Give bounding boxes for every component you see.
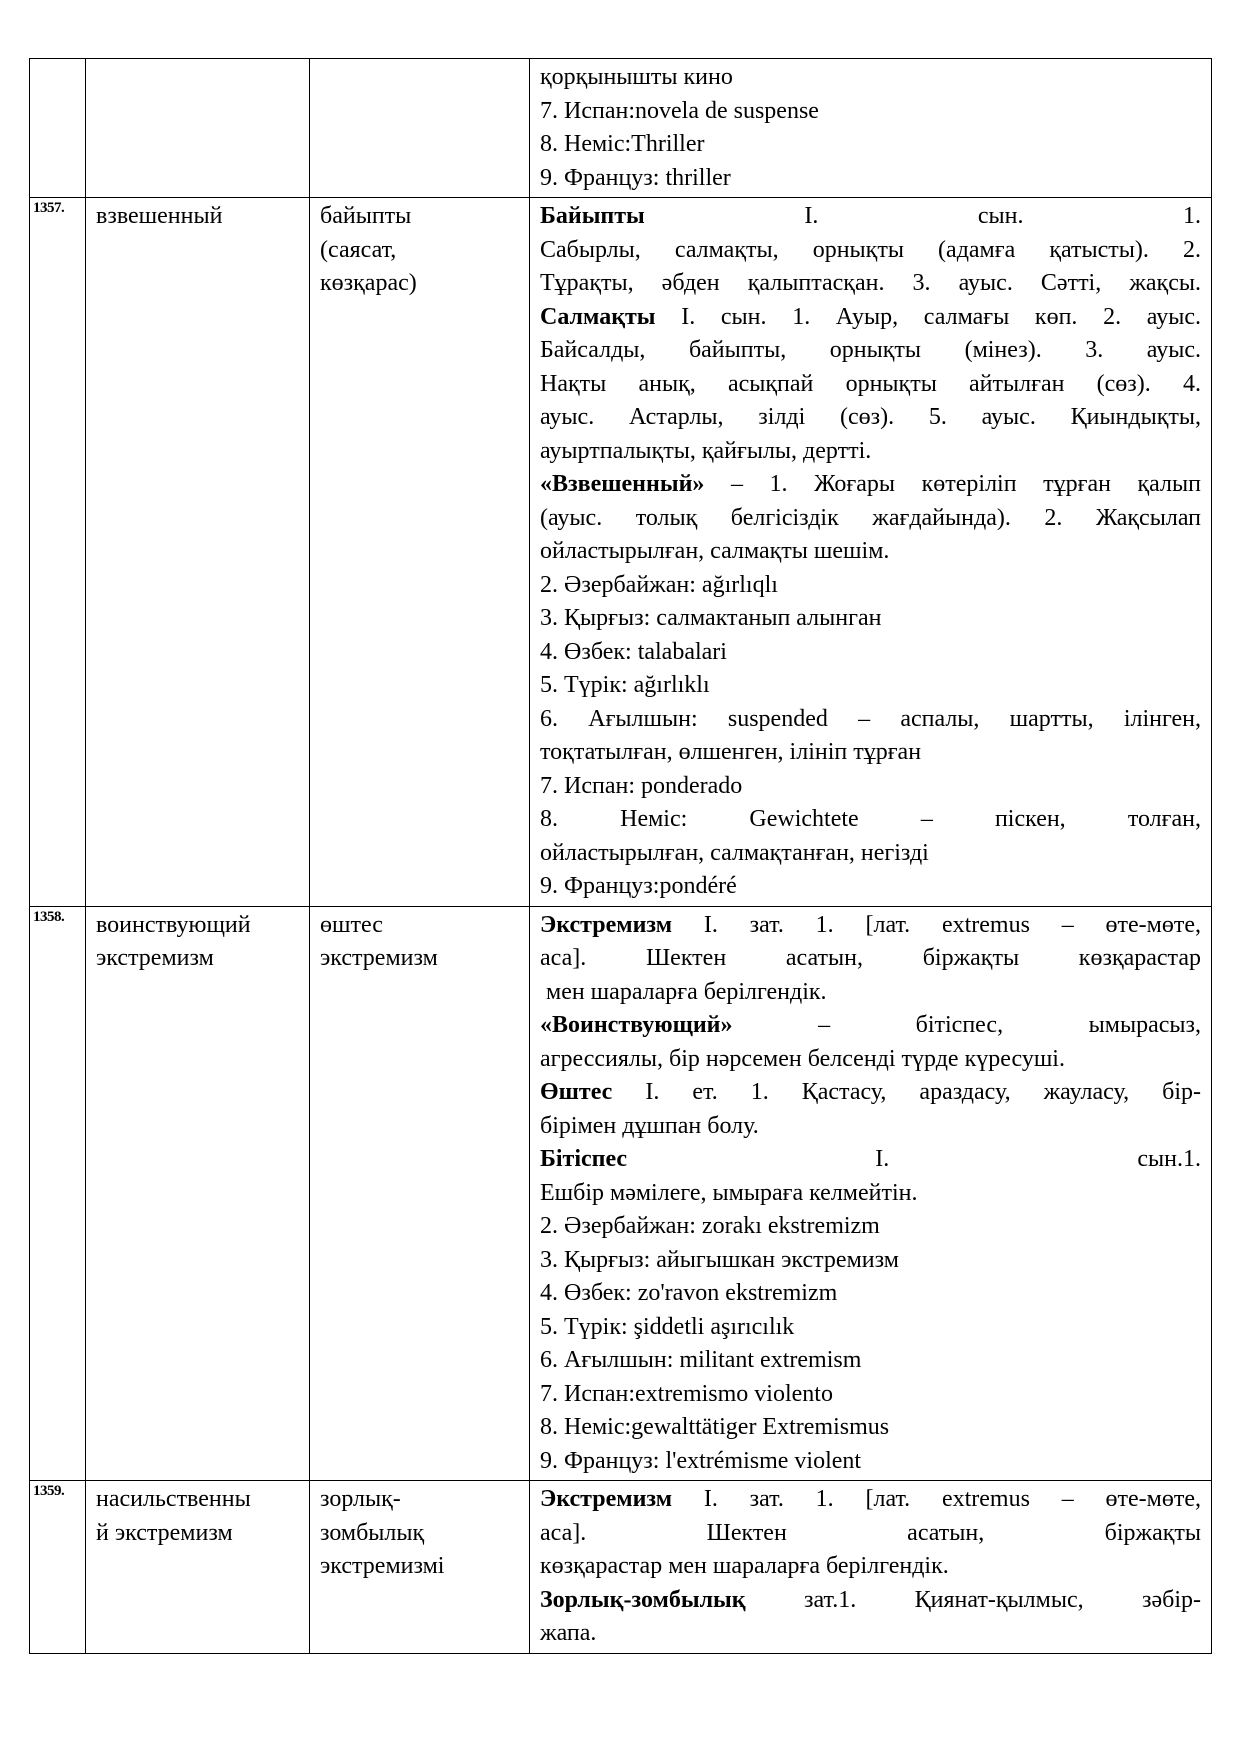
- kazakh-term-cell: [310, 1481, 530, 1654]
- definition-line: [540, 1411, 1201, 1445]
- definition-text: I. ет. 1. Қастасу, араздасу, жауласу, бір-: [612, 1079, 1201, 1105]
- definition-text: ауыс. Астарлы, зілді (сөз). 5. ауыс. Қиындықты,: [540, 404, 1201, 430]
- dictionary-table-body: [30, 59, 1212, 1654]
- definition-text: I. зат. 1. [лат. extremus – өте-мөте,: [672, 911, 1201, 938]
- definition-line: [540, 569, 1201, 603]
- definition-line: [540, 636, 1201, 670]
- definition-line: [540, 1378, 1201, 1412]
- entry-number: 1357.: [30, 198, 86, 907]
- table-row: [30, 59, 1212, 198]
- definition-text: – бітіспес, ымырасыз,: [732, 1012, 1201, 1038]
- definition-text: 2. Әзербайжан: ağırlıqlı: [540, 571, 778, 598]
- definition-text: 6. Ағылшын: militant extremism: [540, 1347, 862, 1373]
- definition-line: [540, 200, 1201, 234]
- definition-line: [540, 942, 1201, 976]
- headword: «Взвешенный»: [540, 471, 705, 497]
- definition-text: 3. Қырғыз: айыгышкан экстремизм: [540, 1246, 899, 1273]
- russian-term-cell: [86, 1481, 310, 1654]
- definition-line: [540, 1210, 1201, 1244]
- definition-line: [540, 61, 1201, 95]
- definition-line: [540, 1177, 1201, 1211]
- definition-text: 8. Неміс:Thriller: [540, 131, 705, 157]
- definition-cell: [530, 59, 1212, 198]
- definition-line: [540, 837, 1201, 871]
- entry-number: [30, 59, 86, 198]
- kazakh-term-cell: [310, 906, 530, 1481]
- definition-line: [540, 1311, 1201, 1345]
- kazakh-term-line: экстремизм: [320, 945, 438, 971]
- definition-text: 7. Испан: ponderado: [540, 772, 743, 799]
- definition-text: Ешбір мәмілеге, ымыраға келмейтін.: [540, 1179, 918, 1206]
- definition-text: 5. Түрік: ağırlıklı: [540, 672, 710, 698]
- definition-text: бірімен дұшпан болу.: [540, 1112, 759, 1139]
- kazakh-term-line: өштес: [320, 911, 383, 938]
- headword: Байыпты: [540, 203, 645, 229]
- definition-text: Байсалды, байыпты, орнықты (мінез). 3. ауыс.: [540, 337, 1201, 363]
- headword: «Воинствующий»: [540, 1012, 733, 1038]
- definition-line: [540, 334, 1201, 368]
- definition-text: – 1. Жоғары көтеріліп тұрған қалып: [704, 471, 1201, 497]
- definition-line: [540, 1244, 1201, 1278]
- definition-cell: [530, 198, 1212, 907]
- definition-line: [540, 803, 1201, 837]
- definition-line: [540, 128, 1201, 162]
- headword: Бітіспес: [540, 1146, 628, 1172]
- definition-line: [540, 95, 1201, 129]
- definition-text: 6. Ағылшын: suspended – аспалы, шартты, ілінген,: [540, 705, 1201, 732]
- definition-text: 9. Француз: thriller: [540, 164, 731, 191]
- definition-text: 9. Француз:pondéré: [540, 873, 737, 899]
- definition-line: [540, 1445, 1201, 1479]
- definition-line: [540, 1584, 1201, 1618]
- definition-text: 4. Өзбек: talabalari: [540, 638, 727, 665]
- russian-term-line: насильственны: [96, 1486, 251, 1512]
- definition-line: [540, 267, 1201, 301]
- definition-line: [540, 909, 1201, 943]
- definition-text: агрессиялы, бір нәрсемен белсенді түрде күресуші.: [540, 1045, 1065, 1072]
- definition-text: тоқтатылған, өлшенген, ілініп тұрған: [540, 739, 922, 765]
- definition-text: 7. Испан:novela de suspense: [540, 97, 819, 124]
- definition-line: [540, 770, 1201, 804]
- russian-term-cell: [86, 198, 310, 907]
- table-row: [30, 906, 1212, 1481]
- russian-term-line: воинствующий: [96, 911, 251, 938]
- definition-text: 9. Француз: l'extrémisme violent: [540, 1447, 862, 1474]
- definition-cell: [530, 906, 1212, 1481]
- kazakh-term-cell: [310, 59, 530, 198]
- kazakh-term-line: (саясат,: [320, 236, 397, 263]
- definition-line: [540, 1617, 1201, 1651]
- definition-line: [540, 1043, 1201, 1077]
- kazakh-term-line: экстремизмі: [320, 1553, 445, 1579]
- headword: Экстремизм: [540, 1486, 673, 1512]
- definition-text: Нақты анық, асықпай орнықты айтылған (сөз). 4.: [540, 370, 1201, 397]
- definition-line: [540, 1143, 1201, 1177]
- definition-text: мен шараларға берілгендік.: [546, 978, 827, 1005]
- definition-line: [540, 535, 1201, 569]
- definition-line: [540, 234, 1201, 268]
- table-row: [30, 198, 1212, 907]
- definition-line: [540, 703, 1201, 737]
- table-row: [30, 1481, 1212, 1654]
- definition-text: 4. Өзбек: zo'ravon ekstremizm: [540, 1280, 838, 1306]
- russian-term-line: экстремизм: [96, 945, 214, 971]
- definition-line: [540, 976, 1201, 1010]
- definition-text: 5. Түрік: şiddetli aşırıcılık: [540, 1313, 795, 1340]
- definition-line: [540, 301, 1201, 335]
- definition-text: 8. Неміс:gewalttätiger Extremismus: [540, 1414, 890, 1440]
- definition-text: көзқарастар мен шараларға берілгендік.: [540, 1553, 949, 1579]
- definition-line: [540, 1076, 1201, 1110]
- definition-line: [540, 435, 1201, 469]
- definition-text: 8. Неміс: Gewichtete – піскен, толған,: [540, 806, 1201, 832]
- definition-text: зат.1. Қиянат-қылмыс, зәбір-: [745, 1586, 1201, 1613]
- definition-text: жапа.: [540, 1620, 597, 1646]
- definition-text: I. зат. 1. [лат. extremus – өте-мөте,: [672, 1486, 1201, 1512]
- russian-term-cell: [86, 906, 310, 1481]
- definition-line: [540, 1344, 1201, 1378]
- definition-line: [540, 1277, 1201, 1311]
- definition-text: I. сын. 1.: [644, 203, 1201, 229]
- russian-term-line: взвешенный: [96, 203, 223, 229]
- headword: Өштес: [540, 1079, 613, 1105]
- definition-text: 7. Испан:extremismo violento: [540, 1380, 833, 1407]
- definition-line: [540, 502, 1201, 536]
- definition-line: [540, 468, 1201, 502]
- definition-line: [540, 401, 1201, 435]
- definition-text: (ауыс. толық белгісіздік жағдайында). 2. Жақсылап: [540, 504, 1201, 531]
- kazakh-term-line: зорлық-: [320, 1486, 401, 1512]
- definition-line: [540, 1550, 1201, 1584]
- entry-number: 1358.: [30, 906, 86, 1481]
- definition-line: [540, 368, 1201, 402]
- definition-cell: [530, 1481, 1212, 1654]
- definition-text: 3. Қырғыз: салмактанып алынган: [540, 605, 882, 631]
- definition-text: ойластырылған, салмақтанған, негізді: [540, 839, 929, 866]
- definition-line: [540, 669, 1201, 703]
- definition-line: [540, 162, 1201, 196]
- definition-text: аса]. Шектен асатын, біржақты: [540, 1519, 1201, 1546]
- definition-text: Тұрақты, әбден қалыптасқан. 3. ауыс. Сәтті, жақсы.: [540, 270, 1201, 296]
- kazakh-term-line: зомбылық: [320, 1519, 425, 1546]
- definition-text: ауыртпалықты, қайғылы, дертті.: [540, 437, 872, 464]
- definition-line: [540, 1517, 1201, 1551]
- headword: Салмақты: [540, 303, 656, 330]
- dictionary-table: [29, 58, 1212, 1654]
- definition-text: Сабырлы, салмақты, орнықты (адамға қатысты). 2.: [540, 236, 1201, 263]
- russian-term-line: й экстремизм: [96, 1519, 233, 1546]
- headword: Экстремизм: [540, 911, 673, 938]
- definition-text: қорқынышты кино: [540, 64, 733, 90]
- definition-line: [540, 736, 1201, 770]
- definition-line: [540, 1483, 1201, 1517]
- definition-line: [540, 870, 1201, 904]
- definition-text: аса]. Шектен асатын, біржақты көзқарастар: [540, 945, 1201, 971]
- definition-text: I. сын. 1. Ауыр, салмағы көп. 2. ауыс.: [655, 303, 1201, 330]
- definition-text: I. сын.1.: [627, 1146, 1201, 1172]
- russian-term-cell: [86, 59, 310, 198]
- kazakh-term-line: байыпты: [320, 203, 412, 229]
- definition-line: [540, 602, 1201, 636]
- definition-text: ойластырылған, салмақты шешім.: [540, 538, 890, 564]
- entry-number: 1359.: [30, 1481, 86, 1654]
- headword: Зорлық-зомбылық: [540, 1586, 746, 1613]
- definition-line: [540, 1009, 1201, 1043]
- kazakh-term-line: көзқарас): [320, 270, 417, 296]
- definition-text: 2. Әзербайжан: zorakı ekstremizm: [540, 1213, 880, 1239]
- kazakh-term-cell: [310, 198, 530, 907]
- definition-line: [540, 1110, 1201, 1144]
